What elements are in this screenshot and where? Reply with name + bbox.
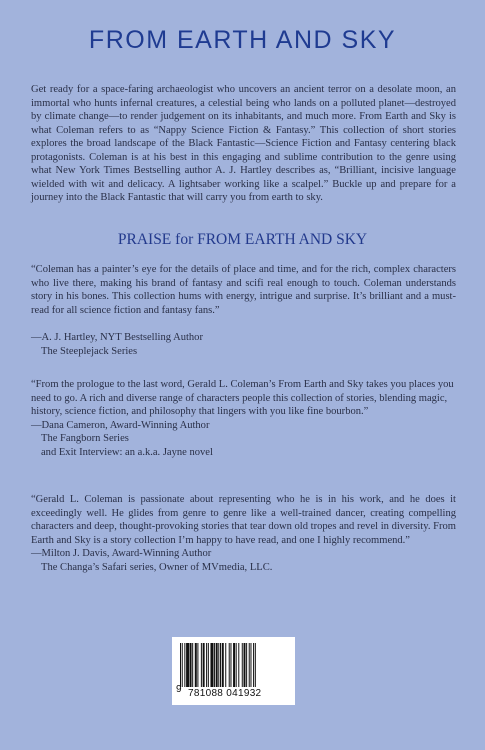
barcode-bars	[180, 643, 287, 687]
quote-attribution-work: The Fangborn Series	[41, 433, 129, 444]
quote-attribution: —A. J. Hartley, NYT Bestselling Author	[31, 332, 203, 343]
isbn-lead-digit: 9	[176, 684, 182, 695]
review-quote-davis	[31, 493, 456, 574]
review-quote-hartley	[31, 263, 456, 358]
review-quote-cameron	[31, 378, 456, 459]
quote-attribution: —Milton J. Davis, Award-Winning Author	[31, 548, 212, 559]
quote-attribution-work: The Changa’s Safari series, Owner of MVmedia, LLC.	[41, 561, 273, 573]
quote-text: “Coleman has a painter’s eye for the details of place and time, and for the rich, complex characters who live there, making his brand of fantasy and scifi real enough to touch. Coleman understands story in his bones. This collection hums with energy, intrigue and surprise. It’s brilliant and a must-read for all science fiction and fantasy fans.”	[31, 264, 456, 316]
isbn-barcode	[172, 637, 295, 705]
book-title: FROM EARTH AND SKY	[88, 26, 397, 54]
book-blurb: Get ready for a space-faring archaeologist who uncovers an ancient terror on a desolate moon, an immortal who hunts infernal creatures, a celestial being who lands on a polluted planet—destroyed by climate change—to render judgement on its inhabitants, and much more. From Earth and Sky is what Coleman refers to as “Nappy Science Fiction & Fantasy.” This collection of short stories explores the broad landscape of the Black Fantastic—Science Fiction and Fantasy centering black protagonists. Coleman is at his best in this engaging and sublime contribution to the genre using what New York Times Bestselling author A. J. Hartley describes as, “Brilliant, incisive language wielded with wit and delicacy. A lightsaber working like a scalpel.” Buckle up and prepare for a journey into the Black Fantastic that will carry you from earth to sky.	[31, 84, 456, 203]
quote-text: “Gerald L. Coleman is passionate about representing who he is in his work, and he does it exceedingly well. He glides from genre to genre like a well-trained dancer, creating compelling characters and deep, thought-provoking stories that tear down old tropes and revel in diversity. From Earth and Sky is a story collection I’m happy to have read, and one I highly recommend.”	[31, 494, 456, 546]
isbn-digits: 781088 041932	[188, 688, 262, 699]
quote-attribution: —Dana Cameron, Award-Winning Author	[31, 419, 210, 431]
quote-attribution-work: The Steeplejack Series	[41, 345, 138, 357]
praise-heading: PRAISE for FROM EARTH AND SKY	[117, 231, 368, 248]
quote-text: “From the prologue to the last word, Gerald L. Coleman’s From Earth and Sky takes you places you need to go. A rich and diverse range of characters people this collection of stories, blending magic, history, science fiction, and philosophy that lingers with you like fine bourbon.”	[31, 379, 454, 417]
quote-attribution-work-2: and Exit Interview: an a.k.a. Jayne novel	[41, 446, 213, 458]
